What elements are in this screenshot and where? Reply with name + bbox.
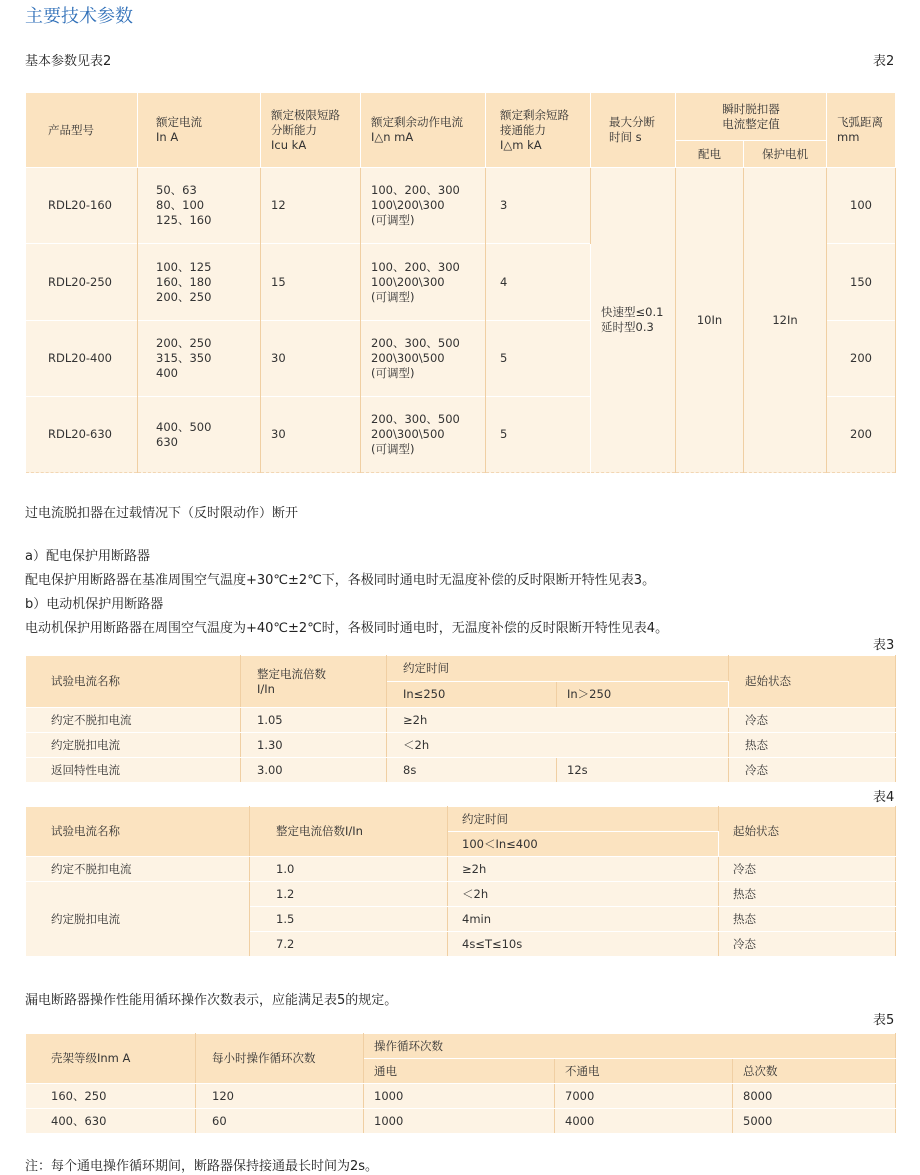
cell-distribution: 10In [676,168,744,473]
th-break-time: 最大分断 时间 s [591,93,676,168]
cell-mult: 7.2 [250,932,448,957]
cell-current: 100、125 160、180 200、250 [138,244,261,321]
th-icu: 额定极限短路 分断能力 Icu kA [261,93,361,168]
cell-time: ＜2h [448,882,719,907]
cell-arc: 200 [827,321,896,397]
th-initial-state: 起始状态 [719,807,896,857]
cell-model: RDL20-160 [26,168,138,244]
cell-per-hour: 120 [196,1084,364,1109]
th-residual-current: 额定剩余动作电流 I△n mA [361,93,486,168]
cell-icu: 30 [261,397,361,473]
cell-time: ≥2h [448,857,719,882]
th-in-gt-250: In＞250 [557,682,729,708]
paragraph-overcurrent: 过电流脱扣器在过载情况下（反时限动作）断开 [25,506,299,521]
table-row [26,1109,896,1134]
th-total: 总次数 [733,1059,896,1084]
th-multiplier: 整定电流倍数 I/In [241,656,387,708]
th-energized: 通电 [364,1059,555,1084]
cell-motor: 12In [744,168,827,473]
th-model: 产品型号 [26,93,138,168]
cell-trip-name: 约定脱扣电流 [26,882,250,957]
th-cycles: 操作循环次数 [364,1034,896,1059]
cell-state: 热态 [719,907,896,932]
cell-residual: 100、200、300 100\200\300 (可调型) [361,168,486,244]
cell-state: 热态 [729,733,896,758]
cell-name: 约定脱扣电流 [26,733,241,758]
cell-frame: 400、630 [26,1109,196,1134]
table5-label: 表5 [873,1013,895,1028]
th-distribution: 配电 [676,141,744,168]
cell-off: 4000 [555,1109,733,1134]
th-not-energized: 不通电 [555,1059,733,1084]
cell-current: 200、250 315、350 400 [138,321,261,397]
cell-mult: 1.30 [241,733,387,758]
cell-residual-short: 3 [486,168,591,244]
th-initial-state: 起始状态 [729,656,896,708]
cell-residual: 100、200、300 100\200\300 (可调型) [361,244,486,321]
th-frame-grade: 壳架等级Inm A [26,1034,196,1084]
th-arc-distance: 飞弧距离 mm [827,93,896,168]
cell-mult: 1.5 [250,907,448,932]
cell-mult: 1.0 [250,857,448,882]
th-multiplier: 整定电流倍数I/In [250,807,448,857]
th-in-le-250: In≤250 [387,682,557,708]
cell-mult: 1.05 [241,708,387,733]
th-range: 100＜In≤400 [448,832,719,857]
paragraph-a-desc: 配电保护用断路器在基准周围空气温度+30℃±2℃下，各极同时通电时无温度补偿的反时限断开特性见表3。 [25,573,656,588]
cell-mult: 1.2 [250,882,448,907]
cell-mult: 3.00 [241,758,387,783]
table-operation-cycles [25,1033,896,1134]
cell-residual: 200、300、500 200\300\500 (可调型) [361,321,486,397]
footnote: 注：每个通电操作循环期间，断路器保持接通最长时间为2s。 [25,1159,379,1174]
cell-icu: 15 [261,244,361,321]
paragraph-a: a）配电保护用断路器 [25,549,150,564]
table3-label: 表3 [873,638,895,653]
table-row [26,758,896,783]
paragraph-operation: 漏电断路器操作性能用循环操作次数表示，应能满足表5的规定。 [25,993,398,1008]
table-distribution-trip [25,655,896,783]
cell-state: 冷态 [729,758,896,783]
cell-icu: 12 [261,168,361,244]
cell-on: 1000 [364,1084,555,1109]
cell-time: 4min [448,907,719,932]
cell-residual: 200、300、500 200\300\500 (可调型) [361,397,486,473]
cell-time: 4s≤T≤10s [448,932,719,957]
cell-time-le: 8s [387,758,557,783]
table-row [26,708,896,733]
table-motor-trip [25,806,896,957]
cell-time: ≥2h [387,708,729,733]
table-row [26,857,896,882]
th-motor: 保护电机 [744,141,827,168]
cell-name: 返回特性电流 [26,758,241,783]
cell-state: 冷态 [729,708,896,733]
cell-arc: 200 [827,397,896,473]
cell-current: 400、500 630 [138,397,261,473]
page-title: 主要技术参数 [25,6,133,27]
th-per-hour: 每小时操作循环次数 [196,1034,364,1084]
th-instant-release: 瞬时脱扣器 电流整定值 [676,93,827,141]
cell-residual-short: 4 [486,244,591,321]
cell-time: ＜2h [387,733,729,758]
cell-icu: 30 [261,321,361,397]
cell-arc: 150 [827,244,896,321]
cell-residual-short: 5 [486,397,591,473]
cell-current: 50、63 80、100 125、160 [138,168,261,244]
th-agreed-time: 约定时间 [448,807,719,832]
th-rated-current: 额定电流 In A [138,93,261,168]
cell-off: 7000 [555,1084,733,1109]
table2-label: 表2 [873,54,895,69]
th-agreed-time: 约定时间 [387,656,729,682]
cell-model: RDL20-400 [26,321,138,397]
cell-state: 热态 [719,882,896,907]
paragraph-b-desc: 电动机保护用断路器在周围空气温度为+40℃±2℃时，各极同时通电时，无温度补偿的反时限断开特性见表4。 [25,621,669,636]
th-residual-short: 额定剩余短路 接通能力 I△m kA [486,93,591,168]
table-row [26,882,896,907]
cell-frame: 160、250 [26,1084,196,1109]
th-test-current: 试验电流名称 [26,656,241,708]
cell-per-hour: 60 [196,1109,364,1134]
table-row [26,168,896,244]
cell-residual-short: 5 [486,321,591,397]
cell-total: 8000 [733,1084,896,1109]
cell-on: 1000 [364,1109,555,1134]
cell-state: 冷态 [719,932,896,957]
table-row [26,733,896,758]
cell-name: 约定不脱扣电流 [26,708,241,733]
cell-model: RDL20-250 [26,244,138,321]
table-row [26,1084,896,1109]
paragraph-b: b）电动机保护用断路器 [25,597,164,612]
intro-text: 基本参数见表2 [25,54,112,69]
table-basic-params [25,92,896,473]
cell-arc: 100 [827,168,896,244]
cell-total: 5000 [733,1109,896,1134]
th-test-current: 试验电流名称 [26,807,250,857]
cell-break-time: 快速型≤0.1 延时型0.3 [591,168,676,473]
cell-model: RDL20-630 [26,397,138,473]
cell-name: 约定不脱扣电流 [26,857,250,882]
cell-state: 冷态 [719,857,896,882]
table4-label: 表4 [873,790,895,805]
cell-time-gt: 12s [557,758,729,783]
